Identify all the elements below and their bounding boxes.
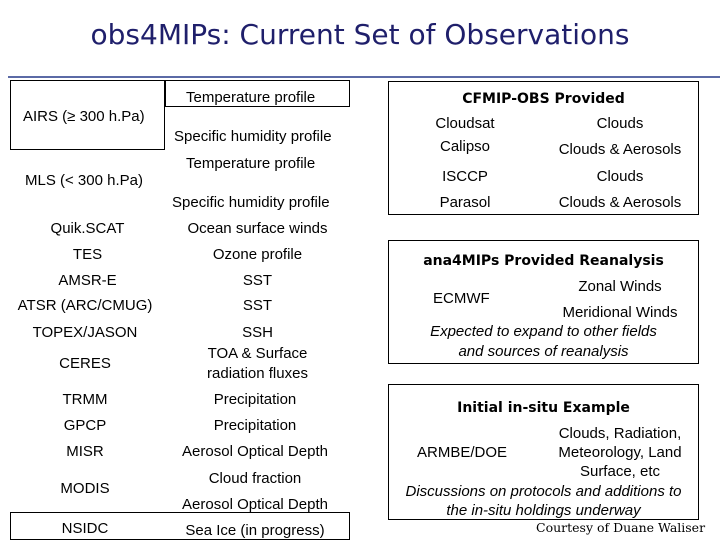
ana4mips-note: Expected to expand to other fields xyxy=(430,323,657,340)
insitu-source: ARMBE/DOE xyxy=(417,444,508,461)
table-row-instrument: NSIDC xyxy=(61,520,109,537)
slide-title: obs4MIPs: Current Set of Observations xyxy=(90,18,630,51)
ana4mips-heading: ana4MIPs Provided Reanalysis xyxy=(423,253,664,269)
airs-instrument: AIRS (≥ 300 h.Pa) xyxy=(23,108,145,125)
mls-var1: Temperature profile xyxy=(186,155,316,172)
table-row-variable: Precipitation xyxy=(213,417,297,434)
table-row-variable: SST xyxy=(242,297,273,314)
ana4mips-note: and sources of reanalysis xyxy=(458,343,629,360)
ana4mips-var2: Meridional Winds xyxy=(562,304,678,321)
ana4mips-var1: Zonal Winds xyxy=(578,278,662,295)
table-row-variable: Aerosol Optical Depth xyxy=(182,496,328,513)
list-item: Cloudsat xyxy=(435,115,495,132)
list-item: Calipso xyxy=(439,138,491,155)
table-row-instrument: AMSR-E xyxy=(58,272,117,289)
table-row-variable: Ocean surface winds xyxy=(187,220,328,237)
airs-var1: Temperature profile xyxy=(186,89,316,106)
table-row-variable: TOA & Surface xyxy=(207,345,308,362)
list-item: ISCCP xyxy=(442,168,488,185)
cfmip-heading: CFMIP-OBS Provided xyxy=(462,91,625,107)
airs-var2: Specific humidity profile xyxy=(174,128,332,145)
ana4mips-source: ECMWF xyxy=(433,290,490,307)
table-row-instrument: TOPEX/JASON xyxy=(32,324,138,341)
table-row-instrument: MISR xyxy=(66,443,104,460)
table-row-variable: Cloud fraction xyxy=(208,470,302,487)
title-divider xyxy=(8,76,720,78)
table-row-instrument: MODIS xyxy=(60,480,110,497)
insitu-heading: Initial in-situ Example xyxy=(457,400,630,416)
list-item: Clouds xyxy=(596,168,644,185)
table-row-instrument: Quik.SCAT xyxy=(50,220,125,237)
table-row-variable: Aerosol Optical Depth xyxy=(182,443,328,460)
table-row-instrument: CERES xyxy=(59,355,111,372)
table-row-variable: SSH xyxy=(242,324,273,341)
list-item: Clouds & Aerosols xyxy=(558,194,682,211)
list-item: Clouds & Aerosols xyxy=(558,141,682,158)
table-row-instrument: TES xyxy=(72,246,103,263)
insitu-var: Meteorology, Land xyxy=(558,444,682,461)
insitu-var: Surface, etc xyxy=(579,463,661,480)
table-row-variable: Sea Ice (in progress) xyxy=(185,522,325,539)
table-row-variable: SST xyxy=(242,272,273,289)
table-row-variable: radiation fluxes xyxy=(207,365,308,382)
mls-instrument: MLS (< 300 h.Pa) xyxy=(25,172,143,189)
table-row-variable: Ozone profile xyxy=(212,246,303,263)
insitu-note: the in-situ holdings underway xyxy=(446,502,641,519)
list-item: Clouds xyxy=(596,115,644,132)
table-row-variable: Precipitation xyxy=(213,391,297,408)
table-row-instrument: GPCP xyxy=(63,417,107,434)
insitu-note: Discussions on protocols and additions to xyxy=(405,483,682,500)
list-item: Parasol xyxy=(439,194,491,211)
table-row-instrument: ATSR (ARC/CMUG) xyxy=(17,297,153,314)
table-row-instrument: TRMM xyxy=(62,391,108,408)
credit-text: Courtesy of Duane Waliser xyxy=(536,520,706,535)
mls-var2: Specific humidity profile xyxy=(172,194,330,211)
insitu-var: Clouds, Radiation, xyxy=(558,425,682,442)
